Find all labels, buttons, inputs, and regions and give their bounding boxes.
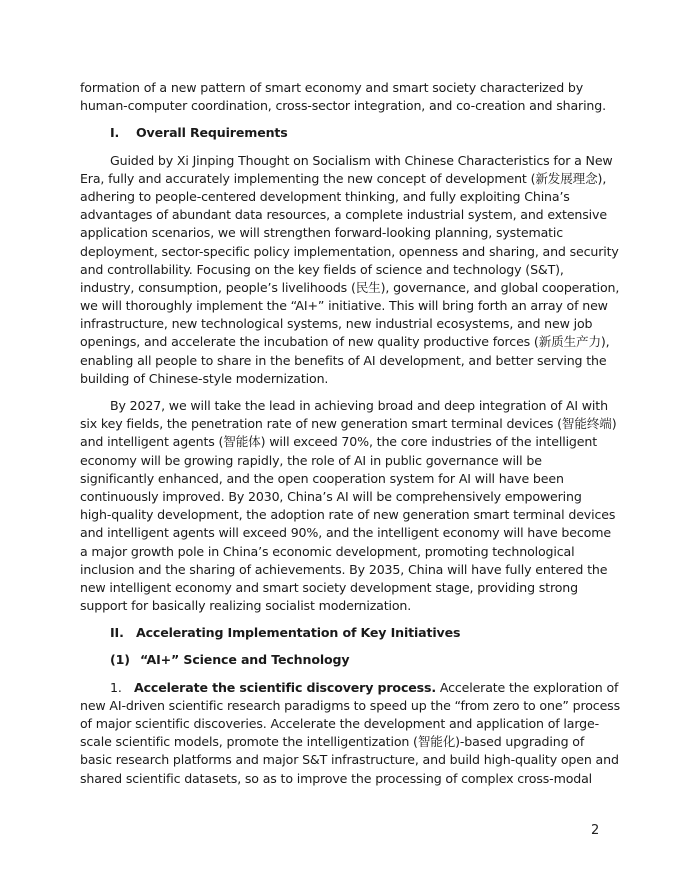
text-line: continuously improved. By 2030, China’s AI will be comprehensively empowering <box>80 488 582 504</box>
text-line: openings, and accelerate the incubation of new quality productive forces (新质生产力), <box>80 334 610 350</box>
text-line: and intelligent agents (智能体) will exceed 70%, the core industries of the intelligent <box>80 434 597 450</box>
text-line: basic research platforms and major S&T infrastructure, and build high-quality open and <box>80 752 619 768</box>
text-line: enabling all people to share in the benefits of AI development, and better serving the <box>80 352 607 368</box>
section-title: Accelerating Implementation of Key Initiatives <box>136 625 461 641</box>
text-line: and controllability. Focusing on the key fields of science and technology (S&T), <box>80 261 564 277</box>
text-line: significantly enhanced, and the open cooperation system for AI will have been <box>80 470 564 486</box>
item-scientific-discovery <box>80 679 620 788</box>
text-line: inclusion and the sharing of achievements. By 2035, China will have fully entered the <box>80 561 608 577</box>
text-line: deployment, sector-specific policy implementation, openness and sharing, and security <box>80 243 619 259</box>
section-heading-key-initiatives <box>80 624 610 642</box>
section-number: II. <box>110 625 124 641</box>
section-heading-overall-requirements <box>80 124 610 142</box>
page-number: 2 <box>591 823 600 838</box>
text-line: Guided by Xi Jinping Thought on Socialism with Chinese Characteristics for a New <box>110 152 613 168</box>
targets-paragraph <box>80 397 617 615</box>
text-line: a major growth pole in China’s economic development, promoting technological <box>80 543 575 559</box>
text-line: of major scientific discoveries. Accelerate the development and application of large- <box>80 716 599 731</box>
text-line: we will thoroughly implement the “AI+” initiative. This will bring forth an array of new <box>80 298 608 314</box>
intro-paragraph <box>80 79 610 115</box>
item-number: 1. <box>110 679 122 695</box>
text-line: infrastructure, new technological systems, new industrial ecosystems, and new job <box>80 316 593 332</box>
text-line: adhering to people-centered development thinking, and fully exploiting China’s <box>80 188 570 204</box>
text-line: scale scientific models, promote the intelligentization (智能化)-based upgrading of <box>80 734 585 750</box>
section-title: Overall Requirements <box>136 125 288 141</box>
page-content <box>80 79 620 797</box>
text-line: formation of a new pattern of smart economy and smart society characterized by <box>80 80 584 95</box>
section-number: I. <box>110 125 120 141</box>
text-line: economy will be growing rapidly, the role of AI in public governance will be <box>80 452 542 468</box>
text-line: By 2027, we will take the lead in achieving broad and deep integration of AI with <box>110 398 608 413</box>
text-line <box>80 679 619 697</box>
text-line: six key fields, the penetration rate of new generation smart terminal devices (智能终端) <box>80 416 617 432</box>
subsection-heading-ai-science-technology <box>80 651 610 669</box>
text-line: application scenarios, we will strengthen forward-looking planning, systematic <box>80 225 564 241</box>
text-line: support for basically realizing socialist modernization. <box>80 598 412 614</box>
text-line: shared scientific datasets, so as to improve the processing of complex cross-modal <box>80 770 593 786</box>
text-line: and intelligent agents will exceed 90%, and the intelligent economy will have become <box>80 525 611 541</box>
item-first-line-rest: Accelerate the exploration of <box>435 679 619 695</box>
item-bold-lead: Accelerate the scientific discovery process. <box>134 679 436 695</box>
text-line: advantages of abundant data resources, a complete industrial system, and extensive <box>80 207 607 223</box>
text-line: high-quality development, the adoption rate of new generation smart terminal devices <box>80 507 616 523</box>
text-line: Era, fully and accurately implementing the new concept of development (新发展理念), <box>80 170 607 186</box>
text-line: industry, consumption, people’s livelihoods (民生), governance, and global cooperation, <box>80 279 620 295</box>
text-line: building of Chinese-style modernization. <box>80 370 329 386</box>
subsection-number: (1) <box>110 652 130 668</box>
guiding-principles-paragraph <box>80 152 620 388</box>
subsection-title: “AI+” Science and Technology <box>140 652 350 668</box>
text-line: new intelligent economy and smart society development stage, providing strong <box>80 579 578 595</box>
text-line: new AI-driven scientific research paradigms to speed up the “from zero to one” process <box>80 697 620 713</box>
text-line: human-computer coordination, cross-sector integration, and co-creation and sharing. <box>80 98 606 114</box>
